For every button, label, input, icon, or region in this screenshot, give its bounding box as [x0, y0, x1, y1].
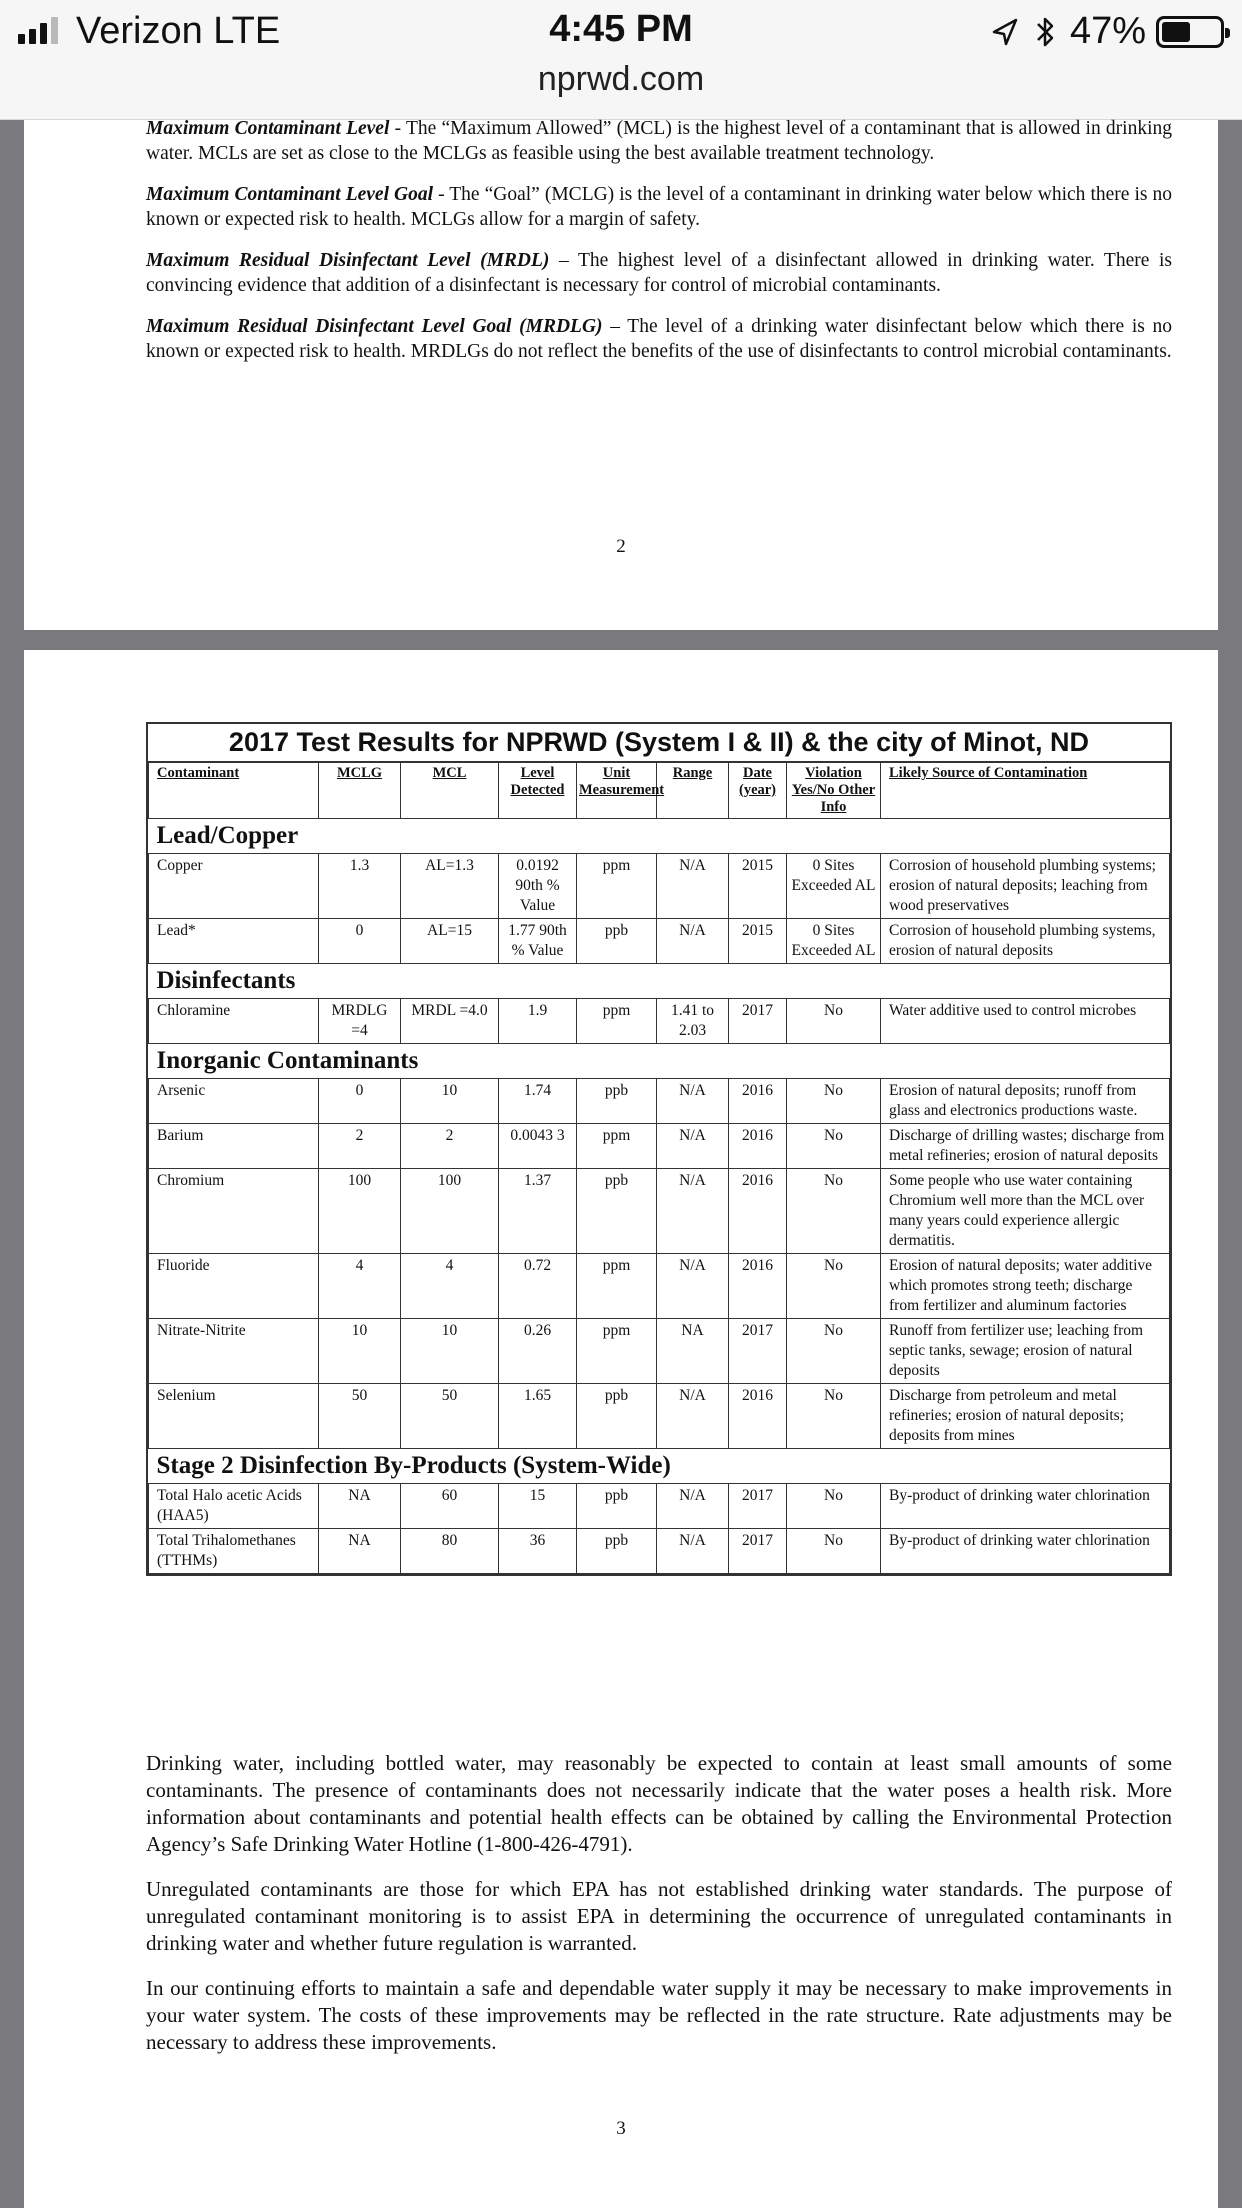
table-cell: 0.26 — [499, 1319, 577, 1384]
table-cell: 2016 — [729, 1254, 787, 1319]
definition-term: Maximum Contaminant Level — [146, 118, 390, 139]
battery-icon — [1156, 16, 1224, 48]
table-cell: 4 — [319, 1254, 401, 1319]
section-title: Disinfectants — [149, 964, 1170, 999]
column-header: Likely Source of Contamination — [881, 763, 1170, 819]
definition — [146, 116, 1172, 166]
table-cell: Copper — [149, 854, 319, 919]
table-row — [149, 919, 1170, 964]
table-cell: N/A — [657, 854, 729, 919]
table-cell: 2 — [319, 1124, 401, 1169]
table-cell: Some people who use water containing Chromium well more than the MCL over many years could experience allergic dermatitis. — [881, 1169, 1170, 1254]
table-cell: ppb — [577, 1529, 657, 1574]
location-arrow-icon — [990, 12, 1020, 52]
table-cell: No — [787, 1384, 881, 1449]
table-cell: No — [787, 1079, 881, 1124]
table-cell: 2 — [401, 1124, 499, 1169]
table-cell: 4 — [401, 1254, 499, 1319]
test-results-table — [146, 722, 1172, 1576]
section-header-row — [149, 1044, 1170, 1079]
definition — [146, 248, 1172, 298]
table-cell: Arsenic — [149, 1079, 319, 1124]
table-cell: Lead* — [149, 919, 319, 964]
table-cell: ppm — [577, 1124, 657, 1169]
body-paragraph: In our continuing efforts to maintain a safe and dependable water supply it may be necessary to make improvements in your water system. The costs of these improvements may be reflected in the rate structure. Rate adjustments may be necessary to address these improvements. — [146, 1976, 1172, 2054]
table-cell: N/A — [657, 1124, 729, 1169]
table-cell: Corrosion of household plumbing systems, erosion of natural deposits — [881, 919, 1170, 964]
table-cell: 0.0192 90th % Value — [499, 854, 577, 919]
definitions — [146, 116, 1172, 380]
table-cell: 1.74 — [499, 1079, 577, 1124]
table-cell: 10 — [401, 1319, 499, 1384]
column-header: Level Detected — [499, 763, 577, 819]
column-header: MCLG — [319, 763, 401, 819]
table-cell: Discharge of drilling wastes; discharge from metal refineries; erosion of natural deposits — [881, 1124, 1170, 1169]
table-cell: Discharge from petroleum and metal refineries; erosion of natural deposits; deposits from mines — [881, 1384, 1170, 1449]
table-cell: N/A — [657, 1169, 729, 1254]
table-cell: 50 — [401, 1384, 499, 1449]
table-cell: 1.77 90th % Value — [499, 919, 577, 964]
status-bar — [0, 0, 1242, 120]
definition-term: Maximum Residual Disinfectant Level Goal (MRDLG) — [146, 316, 603, 337]
clock: 4:45 PM — [549, 8, 693, 50]
table-row — [149, 854, 1170, 919]
column-header: Unit Measurement — [577, 763, 657, 819]
table-cell: No — [787, 1124, 881, 1169]
table-cell: Chloramine — [149, 999, 319, 1044]
table-cell: 2017 — [729, 1529, 787, 1574]
table-cell: 100 — [401, 1169, 499, 1254]
definition-text: - The “Goal” (MCLG) is the level of a contaminant in drinking water below which there is no known or expected risk to health. MCLGs allow for a margin of safety. — [146, 184, 1172, 230]
table-cell: 36 — [499, 1529, 577, 1574]
battery-percent: 47% — [1069, 10, 1146, 52]
definition — [146, 314, 1172, 364]
table-cell: 2016 — [729, 1124, 787, 1169]
table-cell: Runoff from fertilizer use; leaching from septic tanks, sewage; erosion of natural deposits — [881, 1319, 1170, 1384]
table-cell: ppb — [577, 1079, 657, 1124]
table-cell: 2015 — [729, 854, 787, 919]
table-cell: 10 — [319, 1319, 401, 1384]
table-cell: 15 — [499, 1484, 577, 1529]
page-number: 3 — [616, 2118, 626, 2139]
table-row — [149, 1254, 1170, 1319]
pdf-page-3 — [24, 650, 1218, 2208]
table-cell: 10 — [401, 1079, 499, 1124]
table-cell: AL=1.3 — [401, 854, 499, 919]
table-cell: 80 — [401, 1529, 499, 1574]
table-cell: NA — [657, 1319, 729, 1384]
table-cell: 2016 — [729, 1169, 787, 1254]
table-cell: N/A — [657, 1484, 729, 1529]
address-bar[interactable]: nprwd.com — [537, 60, 705, 98]
table-cell: AL=15 — [401, 919, 499, 964]
table-cell: NA — [319, 1484, 401, 1529]
table-cell: ppm — [577, 854, 657, 919]
table-cell: MRDLG =4 — [319, 999, 401, 1044]
table-cell: N/A — [657, 919, 729, 964]
section-title: Lead/Copper — [149, 819, 1170, 854]
table-cell: By-product of drinking water chlorination — [881, 1529, 1170, 1574]
table-title: 2017 Test Results for NPRWD (System I & II) & the city of Minot, ND — [148, 724, 1170, 762]
table-cell: ppb — [577, 1169, 657, 1254]
table-cell: 100 — [319, 1169, 401, 1254]
table-cell: 1.37 — [499, 1169, 577, 1254]
table-cell: 2015 — [729, 919, 787, 964]
table-cell: 60 — [401, 1484, 499, 1529]
table-cell: NA — [319, 1529, 401, 1574]
table-cell: Nitrate-Nitrite — [149, 1319, 319, 1384]
table-cell: Selenium — [149, 1384, 319, 1449]
body-paragraph: Unregulated contaminants are those for which EPA has not established drinking water standards. The purpose of unregulated contaminant monitoring is to assist EPA in determining the occurrence of unregulated contaminants in drinking water and whether future regulation is warranted. — [146, 1877, 1172, 1955]
table-cell: 0 — [319, 919, 401, 964]
definition-text: – The highest level of a disinfectant allowed in drinking water. There is convincing evidence that addition of a disinfectant is necessary for control of microbial contaminants. — [146, 250, 1172, 296]
section-header-row — [149, 964, 1170, 999]
table-cell: ppb — [577, 919, 657, 964]
table-cell: Chromium — [149, 1169, 319, 1254]
table-cell: Erosion of natural deposits; water additive which promotes strong teeth; discharge from fertilizer and aluminum factories — [881, 1254, 1170, 1319]
table-cell: 0.72 — [499, 1254, 577, 1319]
table-cell: Barium — [149, 1124, 319, 1169]
table-cell: 2016 — [729, 1079, 787, 1124]
table-cell: ppb — [577, 1384, 657, 1449]
table-cell: 2017 — [729, 1484, 787, 1529]
definition — [146, 182, 1172, 232]
table-cell: No — [787, 999, 881, 1044]
table-cell: 1.9 — [499, 999, 577, 1044]
table-row — [149, 1319, 1170, 1384]
table-cell: N/A — [657, 1384, 729, 1449]
table-cell: No — [787, 1484, 881, 1529]
table-cell: 0 Sites Exceeded AL — [787, 919, 881, 964]
column-header: Violation Yes/No Other Info — [787, 763, 881, 819]
table-cell: N/A — [657, 1079, 729, 1124]
table-row — [149, 1169, 1170, 1254]
table-row — [149, 1384, 1170, 1449]
section-title: Inorganic Contaminants — [149, 1044, 1170, 1079]
column-header: Date (year) — [729, 763, 787, 819]
bluetooth-icon — [1030, 12, 1060, 52]
table-cell: 0 Sites Exceeded AL — [787, 854, 881, 919]
column-header: MCL — [401, 763, 499, 819]
pdf-page-2 — [24, 120, 1218, 630]
table-cell: No — [787, 1319, 881, 1384]
table-cell: 1.65 — [499, 1384, 577, 1449]
table-cell: Corrosion of household plumbing systems; erosion of natural deposits; leaching from wood preservatives — [881, 854, 1170, 919]
table-cell: No — [787, 1529, 881, 1574]
table-row — [149, 1529, 1170, 1574]
table-cell: ppb — [577, 1484, 657, 1529]
column-header: Range — [657, 763, 729, 819]
table-cell: By-product of drinking water chlorination — [881, 1484, 1170, 1529]
table-cell: ppm — [577, 999, 657, 1044]
definition-text: – The level of a drinking water disinfectant below which there is no known or expected risk to health. MRDLGs do not reflect the benefits of the use of disinfectants to control microbial contaminants. — [146, 316, 1172, 362]
table-cell: Erosion of natural deposits; runoff from glass and electronics productions waste. — [881, 1079, 1170, 1124]
section-header-row — [149, 1449, 1170, 1484]
page-number: 2 — [616, 536, 626, 557]
table-row — [149, 999, 1170, 1044]
table-cell: Total Trihalomethanes (TTHMs) — [149, 1529, 319, 1574]
table-cell: No — [787, 1169, 881, 1254]
table-row — [149, 1124, 1170, 1169]
table-cell: No — [787, 1254, 881, 1319]
table-cell: 2017 — [729, 999, 787, 1044]
definition-term: Maximum Residual Disinfectant Level (MRDL) — [146, 250, 550, 271]
definition-term: Maximum Contaminant Level Goal — [146, 184, 434, 205]
table-cell: MRDL =4.0 — [401, 999, 499, 1044]
table-cell: Water additive used to control microbes — [881, 999, 1170, 1044]
table-row — [149, 1079, 1170, 1124]
table-cell: 0.0043 3 — [499, 1124, 577, 1169]
table-cell: N/A — [657, 1254, 729, 1319]
table-cell: 2016 — [729, 1384, 787, 1449]
table-cell: Total Halo acetic Acids (HAA5) — [149, 1484, 319, 1529]
table-cell: 1.41 to 2.03 — [657, 999, 729, 1044]
body-paragraph: Drinking water, including bottled water, may reasonably be expected to contain at least small amounts of some contaminants. The presence of contaminants does not necessarily indicate that the water poses a health risk. More information about contaminants and potential health effects can be obtained by calling the Environmental Protection Agency’s Safe Drinking Water Hotline (1-800-426-4791). — [146, 1751, 1172, 1856]
table-cell: ppm — [577, 1254, 657, 1319]
carrier-label: Verizon LTE — [76, 10, 281, 52]
table-cell: 2017 — [729, 1319, 787, 1384]
table-cell: 0 — [319, 1079, 401, 1124]
table-cell: 1.3 — [319, 854, 401, 919]
table-cell: N/A — [657, 1529, 729, 1574]
table-cell: 50 — [319, 1384, 401, 1449]
column-header: Contaminant — [149, 763, 319, 819]
table-cell: Fluoride — [149, 1254, 319, 1319]
table-cell: ppm — [577, 1319, 657, 1384]
definition-text: - The “Maximum Allowed” (MCL) is the highest level of a contaminant that is allowed in drinking water. MCLs are set as close to the MCLGs as feasible using the best available treatment technology. — [146, 118, 1172, 164]
table-row — [149, 1484, 1170, 1529]
section-header-row — [149, 819, 1170, 854]
section-title: Stage 2 Disinfection By-Products (System-Wide) — [149, 1449, 1170, 1484]
